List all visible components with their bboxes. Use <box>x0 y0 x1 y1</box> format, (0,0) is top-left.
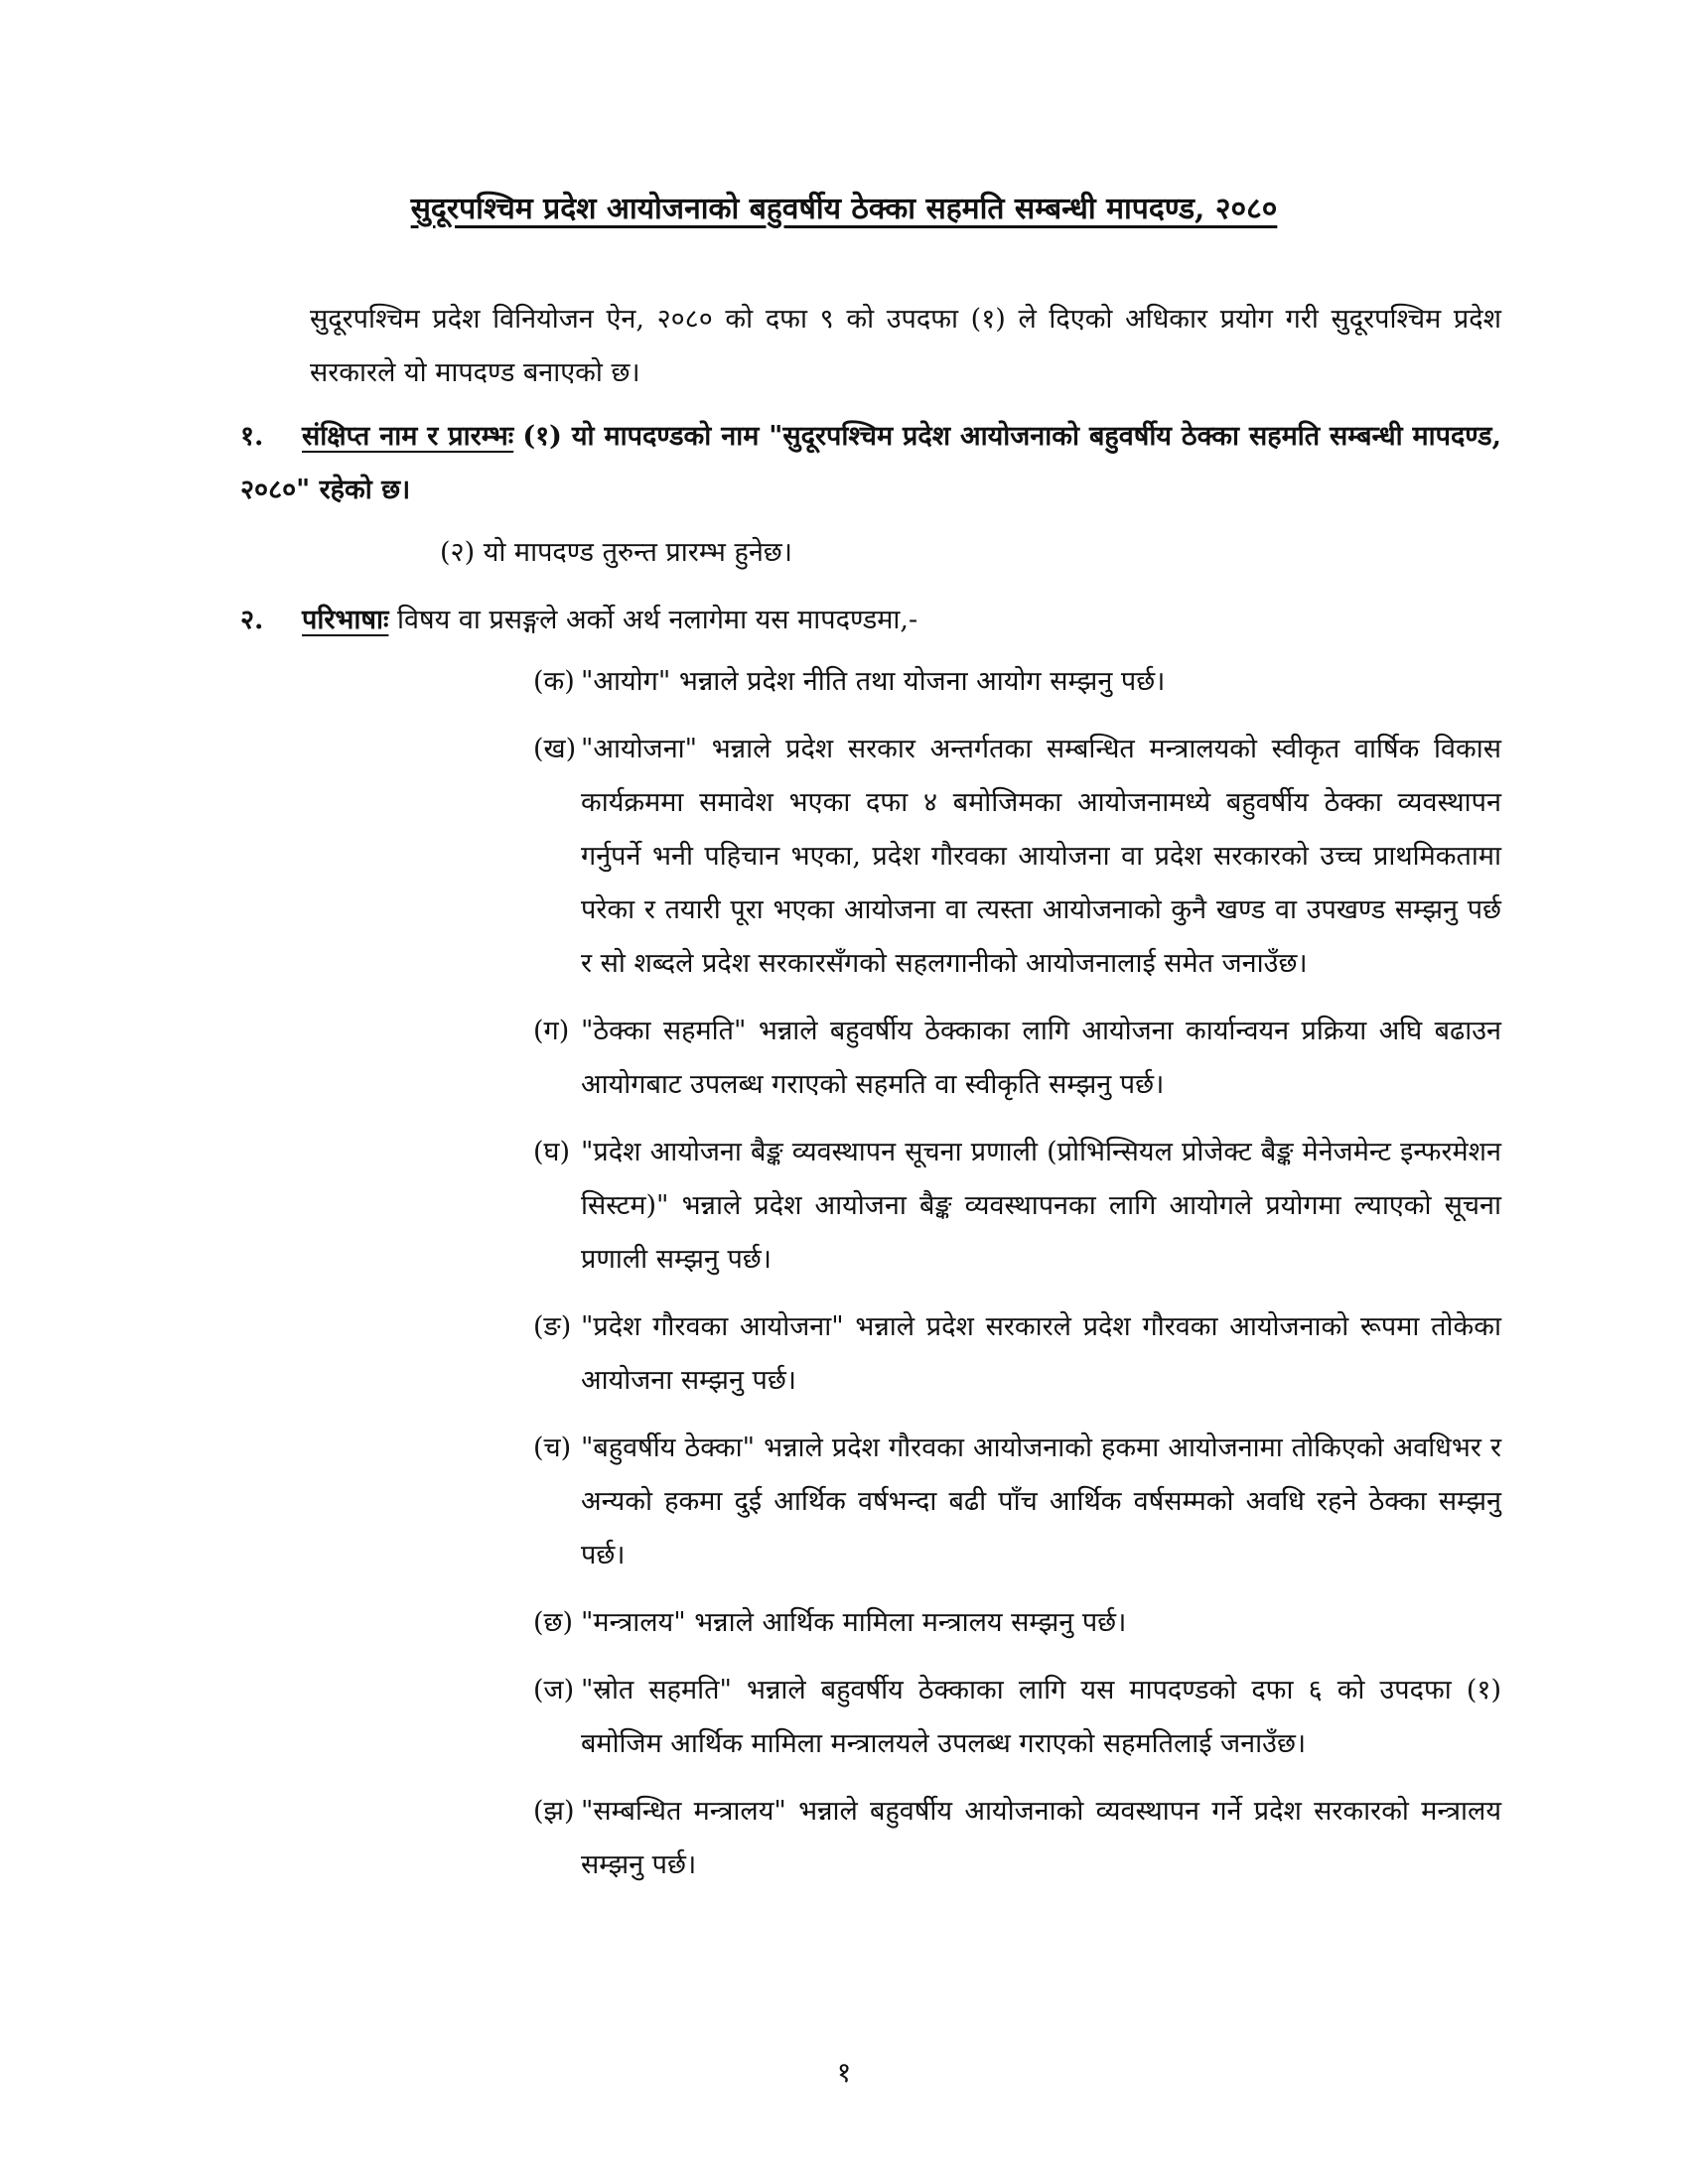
definition-text: "आयोग" भन्नाले प्रदेश नीति तथा योजना आयोग सम्झनु पर्छ। <box>581 666 1166 697</box>
definition-text: "प्रदेश आयोजना बैङ्क व्यवस्थापन सूचना प्रणाली (प्रोभिन्सियल प्रोजेक्ट बैङ्क मेनेजमेन्ट इन्फरमेशन सिस्टम)" भन्नाले प्रदेश आयोजना बैङ्क व्यवस्थापनका लागि आयोगले प्रयोगमा ल्याएको सूचना प्रणाली सम्झनु पर्छ। <box>581 1137 1501 1275</box>
definition-text: "प्रदेश गौरवका आयोजना" भन्नाले प्रदेश सरकारले प्रदेश गौरवका आयोजनाको रूपमा तोकेका आयोजना सम्झनु पर्छ। <box>581 1311 1501 1396</box>
section-1-heading: संक्षिप्त नाम र प्रारम्भः <box>302 421 514 452</box>
definition-marker: (घ) <box>533 1137 571 1167</box>
section-2-number: २. <box>240 605 264 635</box>
section-2 <box>240 594 1501 647</box>
definition-item <box>533 723 1501 991</box>
definition-text: "सम्बन्धित मन्त्रालय" भन्नाले बहुवर्षीय आयोजनाको व्यवस्थापन गर्ने प्रदेश सरकारको मन्त्रालय सम्झनु पर्छ। <box>581 1796 1501 1880</box>
definition-text: "बहुवर्षीय ठेक्का" भन्नाले प्रदेश गौरवका आयोजनाको हकमा आयोजनामा तोकिएको अवधिभर र अन्यको हकमा दुई आर्थिक वर्षभन्दा बढी पाँच आर्थिक वर्षसम्मको अवधि रहने ठेक्का सम्झनु पर्छ। <box>581 1433 1501 1570</box>
definition-item <box>533 1785 1501 1892</box>
definition-text: "मन्त्रालय" भन्नाले आर्थिक मामिला मन्त्रालय सम्झनु पर्छ। <box>581 1607 1127 1638</box>
definition-marker: (ख) <box>533 734 577 764</box>
section-2-heading: परिभाषाः <box>302 605 389 635</box>
definition-marker: (ङ) <box>533 1311 572 1342</box>
definitions-list <box>533 655 1501 1906</box>
section-2-text: विषय वा प्रसङ्गले अर्को अर्थ नलागेमा यस मापदण्डमा,- <box>397 605 918 635</box>
section-1-text: (१) यो मापदण्डको नाम "सुदूरपश्चिम प्रदेश आयोजनाको बहुवर्षीय ठेक्का सहमति सम्बन्धी मापदण्ड, २०८०" रहेको छ। <box>240 421 1501 505</box>
definition-item <box>533 1596 1501 1650</box>
definition-item <box>533 1126 1501 1287</box>
definition-marker: (क) <box>533 666 575 697</box>
definition-item <box>533 1005 1501 1112</box>
page-number: १ <box>836 2056 852 2089</box>
definition-marker: (च) <box>533 1433 572 1463</box>
definition-marker: (झ) <box>533 1796 575 1827</box>
definition-marker: (छ) <box>533 1607 573 1638</box>
definition-marker: (ज) <box>533 1675 575 1706</box>
section-1-number: १. <box>240 421 264 452</box>
definition-marker: (ग) <box>533 1016 570 1046</box>
section-1-subclause-2: (२) यो मापदण्ड तुरुन्त प्रारम्भ हुनेछ। <box>440 537 792 568</box>
definition-text: "ठेक्का सहमति" भन्नाले बहुवर्षीय ठेक्काका लागि आयोजना कार्यान्वयन प्रक्रिया अघि बढाउन आयोगबाट उपलब्ध गराएको सहमति वा स्वीकृति सम्झनु पर्छ। <box>581 1016 1501 1100</box>
document-title: सुदूरपश्चिम प्रदेश आयोजनाको बहुवर्षीय ठेक्का सहमति सम्बन्धी मापदण्ड, २०८० <box>410 192 1278 226</box>
definition-item <box>533 655 1501 709</box>
definition-text: "स्रोत सहमति" भन्नाले बहुवर्षीय ठेक्काका लागि यस मापदण्डको दफा ६ को उपदफा (१) बमोजिम आर्थिक मामिला मन्त्रालयले उपलब्ध गराएको सहमतिलाई जनाउँछ। <box>581 1675 1501 1759</box>
definition-item <box>533 1300 1501 1408</box>
preamble-paragraph: सुदूरपश्चिम प्रदेश विनियोजन ऐन, २०८० को दफा ९ को उपदफा (१) ले दिएको अधिकार प्रयोग गरी सुदूरपश्चिम प्रदेश सरकारले यो मापदण्ड बनाएको छ। <box>310 304 1501 388</box>
definition-item <box>533 1422 1501 1582</box>
definition-item <box>533 1664 1501 1771</box>
section-1 <box>240 410 1501 517</box>
definition-text: "आयोजना" भन्नाले प्रदेश सरकार अन्तर्गतका सम्बन्धित मन्त्रालयको स्वीकृत वार्षिक विकास कार्यक्रममा समावेश भएका दफा ४ बमोजिमका आयोजनामध्ये बहुवर्षीय ठेक्का व्यवस्थापन गर्नुपर्ने भनी पहिचान भएका, प्रदेश गौरवका आयोजना वा प्रदेश सरकारको उच्च प्राथमिकतामा परेका र तयारी पूरा भएका आयोजना वा त्यस्ता आयोजनाको कुनै खण्ड वा उपखण्ड सम्झनु पर्छ र सो शब्दले प्रदेश सरकारसँगको सहलगानीको आयोजनालाई समेत जनाउँछ। <box>581 734 1501 979</box>
